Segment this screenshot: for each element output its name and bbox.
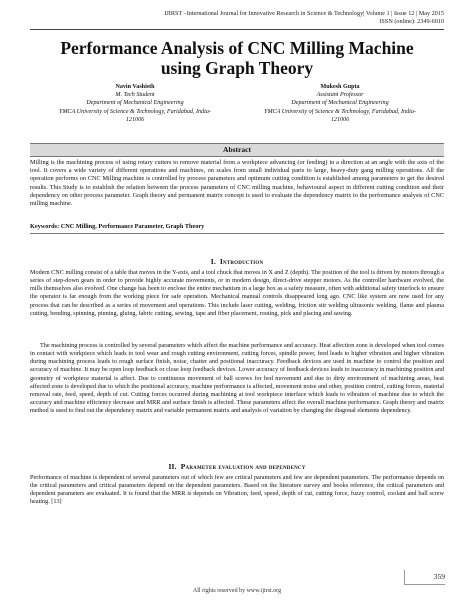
section-heading-introduction <box>30 257 444 266</box>
page-number: 359 <box>404 570 445 585</box>
title-line-2: using Graph Theory <box>160 58 314 78</box>
section-title: Parameter evaluation and dependency <box>180 462 306 471</box>
header-divider <box>30 29 444 30</box>
author-2 <box>240 83 440 124</box>
issn-line: ISSN (online): 2349-6010 <box>379 18 444 25</box>
author-name: Navin Vashisth <box>115 84 155 90</box>
abstract-text: Milling is the machining process of using rotary cutters to remove material from a workpiece advancing (or feeding) in a direction at an angle with the axis of the tool. It covers a wide variety of different operations and machines, on scales from small individual parts to large, heavy-duty gang milling operations. All the operation performs on CNC Milling machine is controlled by process parameters and optimum cutting condition is established among parameters to get the desired results. This Study is to establish the relation between the process parameters of CNC milling machine, behavioural aspect in different cutting condition and their dependency on other process parameter. Graph theory and permanent matrix concept is used to evaluate the dependency matrix to the performance analysis of CNC milling machine. <box>30 159 444 208</box>
section-number: I. <box>210 257 216 266</box>
paragraph <box>30 269 444 318</box>
footer-url: All rights reserved by www.ijirst.org <box>192 588 282 594</box>
author-role: M. Tech Student <box>115 92 155 99</box>
abstract-divider <box>30 233 444 234</box>
paragraph-text: Modern CNC milling consist of a table that moves in the Y-axis, and a tool chuck that moves in X and Z (depth). The position of the tool is driven by motors through a series of step-down gears in order to provide highly accurate movements, or in modern design, direct-drive stepper motors. As the controller hardware evolved, the mills themselves also evolved. One change has been to enclose the entire mechanism in a large box as a safety measure, often with additional safety interlock to ensure the operator is far enough from the working piece for safe operation. Mechanical manual controls disappeared long ago. CNC like system are now used for any process that can be described as a series of movement and operations. This include laser cutting, welding, friction stir welding ultrasonic welding, flame and plasma cutting, bending, spinning, pinning, gluing, fabric cutting, sewing, tape and fiber placement, routing, pick and placing and sawing. <box>30 269 444 317</box>
title-line-1: Performance Analysis of CNC Milling Machine <box>60 38 414 58</box>
author-1 <box>35 83 235 124</box>
paragraph-text: Performance of machine is dependent of several parameters out of which few are critical parameters and few are dependent parameters. The performance depends on the critical parameters and critical parameters depend on the dependent parameters. Based on the literature survey and books reference, the critical parameters and dependent parameters are evaluated. It is found that the MRR is depends on Vibration, feed, speed, depth of cut, cutting force, fuzzy control, coolant and ball screw heating. [13] <box>30 474 444 506</box>
paragraph <box>30 342 444 415</box>
journal-header <box>114 10 444 26</box>
author-affiliation: YMCA University of Science & Technology, Faridabad, India- <box>264 108 416 115</box>
author-department: Department of Mechanical Engineering <box>86 100 184 107</box>
author-affiliation: YMCA University of Science & Technology, Faridabad, India- <box>59 108 211 115</box>
author-name: Mukesh Gupta <box>320 84 360 90</box>
keywords: Keywords: CNC Milling, Performance Parameter, Graph Theory <box>30 223 205 230</box>
paper-title <box>30 38 444 78</box>
paragraph-text: The machining process is controlled by several parameters which affect the machine performance and accuracy. Heat affection zone is developed when tool comes in contact with workpiece which leads to tool wear and rough cutting environment, cutting forces, spindle power, feed leads to higher vibration and higher vibration during machining process leads to rough surface finish, noise, chatter and positional inaccuracy. Feedback devices are used in machine to control the position and accuracy of machine. It may be open loop feedback or close loop feedback devices. Lower accuracy of feedback devices leads to inaccuracy in machining position and geometry of workpiece material is affect. Due to continuous movement of ball screws for bed movement and due to dirty environment of machining areas, heat affected zone is developed due to which the positional accuracy, machine performance is affected, movement noise and other, position control, cutting forces, material removal rate, feed, speed, depth of cut. Cutting forces occurred during machining at tool workpiece interface which leads to vibration of machine due to which the accuracy and machine efficiency decrease and MRR and surface finish is affected. These parameters affect the overall machine performance. Graph theory and matrix method is used to find out the dependency matrix and variable permanent matrix and analysis of variation by changing the diagonal elements dependency. <box>30 342 444 415</box>
author-affiliation-zip: 121006 <box>125 116 145 123</box>
section-heading-parameter-evaluation <box>30 462 444 471</box>
section-title: Introduction <box>219 257 264 266</box>
author-role: Assistant Professor <box>316 92 364 99</box>
journal-header-line: IJIRST –International Journal for Innovative Research in Science & Technology| Volume 1 | Issue 12 | May 2015 <box>164 10 444 17</box>
author-department: Department of Mechanical Engineering <box>291 100 389 107</box>
abstract-heading: Abstract <box>30 143 444 157</box>
section-number: II. <box>168 462 177 471</box>
paragraph <box>30 474 444 507</box>
author-affiliation-zip: 121006 <box>330 116 350 123</box>
